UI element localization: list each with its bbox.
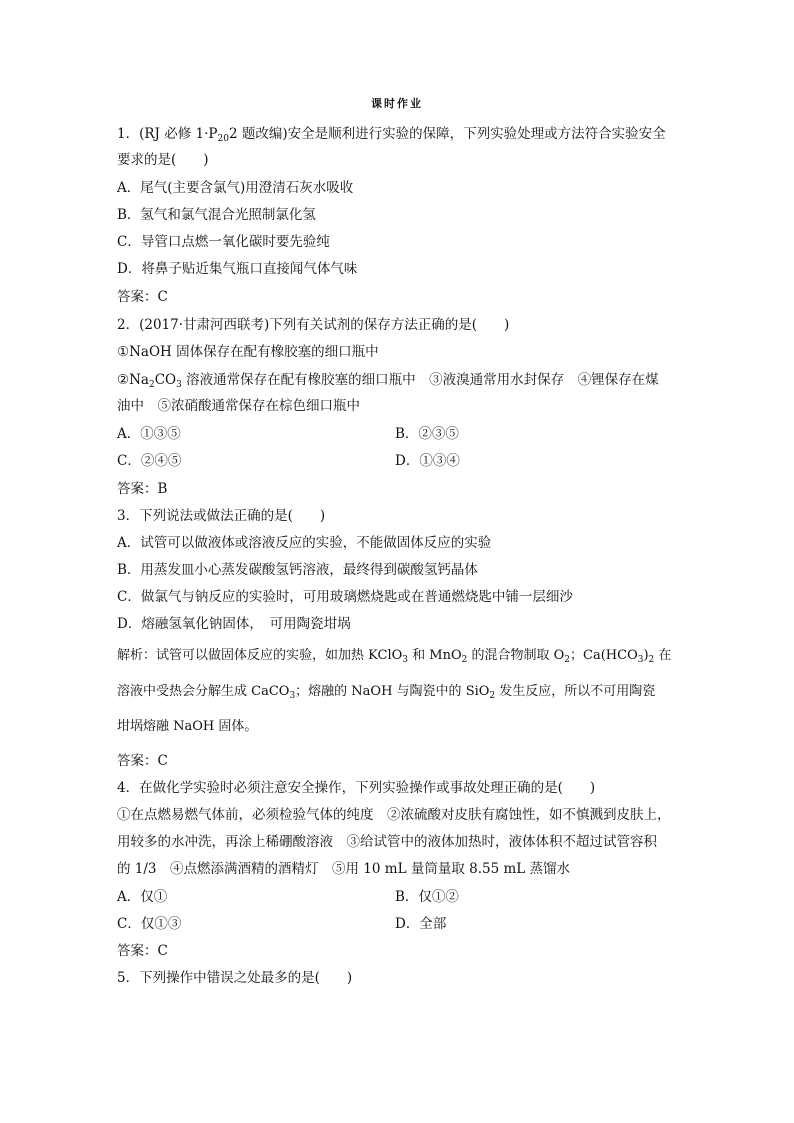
q3-explanation-line1: [117, 647, 697, 665]
q2-answer: 答案：B: [117, 481, 168, 497]
q4-line3: 的 1/3 ④点燃添满酒精的酒精灯 ⑤用 10 mL 量筒量取 8.55 mL 蒸馏水: [117, 861, 571, 877]
q1-stem-line2: 要求的是( ): [117, 152, 209, 168]
q3-explanation-line3: 坩埚熔融 NaOH 固体。: [117, 719, 258, 734]
q2-line2: [117, 371, 697, 389]
q4-line2: 用较多的水冲洗，再涂上稀硼酸溶液 ③给试管中的液体加热时，液体体积不超过试管容积: [117, 834, 657, 850]
q3-option-b: B．用蒸发皿小心蒸发碳酸氢钙溶液，最终得到碳酸氢钙晶体: [117, 562, 478, 578]
q4-option-c: C．仅①③: [117, 916, 182, 932]
q1-stem-part-a: 1．(RJ 必修 1·P: [117, 126, 218, 142]
q2-option-c: C．②④⑤: [117, 453, 182, 469]
q4-stem: 4．在做化学实验时必须注意安全操作，下列实验操作或事故处理正确的是( ): [117, 780, 596, 796]
q3-stem: 3．下列说法或做法正确的是( ): [117, 508, 326, 524]
q3-ex1-part-d: ；Ca(HCO: [570, 648, 638, 663]
q4-answer: 答案：C: [117, 943, 168, 959]
q3-ex2-part-c: 发生反应，所以不可用陶瓷: [495, 684, 656, 699]
q1-stem-subscript: 20: [217, 134, 229, 144]
q2-line2-part-b: CO: [154, 372, 177, 388]
q1-option-a: A．尾气(主要含氯气)用澄清石灰水吸收: [117, 180, 354, 196]
q4-line1: ①在点燃易燃气体前，必须检验气体的纯度 ②浓硫酸对皮肤有腐蚀性，如不慎溅到皮肤上，: [117, 807, 671, 823]
q3-option-d: D．熔融氢氧化钠固体， 可用陶瓷坩埚: [117, 616, 351, 632]
q1-option-d: D．将鼻子贴近集气瓶口直接闻气体气味: [117, 261, 358, 277]
q3-ex1-sub1: 3: [402, 655, 408, 665]
q1-stem-line1: [117, 125, 697, 143]
q3-ex1-part-f: 在: [654, 648, 672, 663]
q3-ex1-sub3: 2: [564, 655, 571, 665]
q2-option-a: A．①③⑤: [117, 426, 181, 442]
q3-ex2-sub2: 2: [489, 691, 496, 701]
q3-ex1-sub2: 2: [461, 655, 468, 665]
q3-answer: 答案：C: [117, 753, 168, 769]
q4-option-d: D．全部: [395, 916, 447, 932]
q3-option-a: A．试管可以做液体或溶液反应的实验，不能做固体反应的实验: [117, 535, 492, 551]
q2-option-d: D．①③④: [395, 453, 460, 469]
q3-ex1-sub4: 3: [637, 655, 644, 665]
q3-ex1-part-c: 的混合物制取 O: [467, 648, 565, 663]
q2-line1: ①NaOH 固体保存在配有橡胶塞的细口瓶中: [117, 344, 379, 360]
q2-line2-part-c: 溶液通常保存在配有橡胶塞的细口瓶中 ③液溴通常用水封保存 ④锂保存在煤: [181, 372, 659, 388]
q3-ex2-part-a: 溶液中受热会分解生成 CaCO: [117, 684, 290, 699]
q3-ex1-part-b: 和 MnO: [408, 648, 462, 663]
q1-stem-part-b: 2 题改编)安全是顺利进行实验的保障，下列实验处理或方法符合实验安全: [228, 126, 666, 142]
q2-line2-part-a: ②Na: [117, 372, 149, 388]
q2-line2-sub2: 3: [176, 380, 182, 390]
q4-option-b: B．仅①②: [395, 889, 459, 905]
q2-option-b: B．②③⑤: [395, 426, 459, 442]
q3-ex1-sub5: 2: [648, 655, 655, 665]
q1-option-c: C．导管口点燃一氧化碳时要先验纯: [117, 234, 330, 250]
q3-ex2-part-b: ；熔融的 NaOH 与陶瓷中的 SiO: [295, 684, 490, 699]
q4-option-a: A．仅①: [117, 889, 168, 905]
q2-line3: 油中 ⑤浓硝酸通常保存在棕色细口瓶中: [117, 398, 360, 414]
q1-option-b: B．氢气和氯气混合光照制氯化氢: [117, 207, 316, 223]
q5-stem: 5．下列操作中错误之处最多的是( ): [117, 970, 353, 986]
q3-option-c: C．做氯气与钠反应的实验时，可用玻璃燃烧匙或在普通燃烧匙中铺一层细沙: [117, 589, 573, 605]
q3-ex2-sub1: 3: [289, 691, 296, 701]
page-title: 课时作业: [371, 97, 423, 110]
q2-stem: 2．(2017·甘肃河西联考)下列有关试剂的保存方法正确的是( ): [117, 317, 510, 333]
q3-ex1-part-e: ): [643, 648, 649, 663]
q1-answer: 答案：C: [117, 289, 168, 305]
q2-line2-sub1: 2: [148, 380, 155, 390]
q3-explanation-line2: [117, 683, 697, 701]
q3-ex1-part-a: 解析：试管可以做固体反应的实验，如加热 KClO: [117, 648, 403, 663]
